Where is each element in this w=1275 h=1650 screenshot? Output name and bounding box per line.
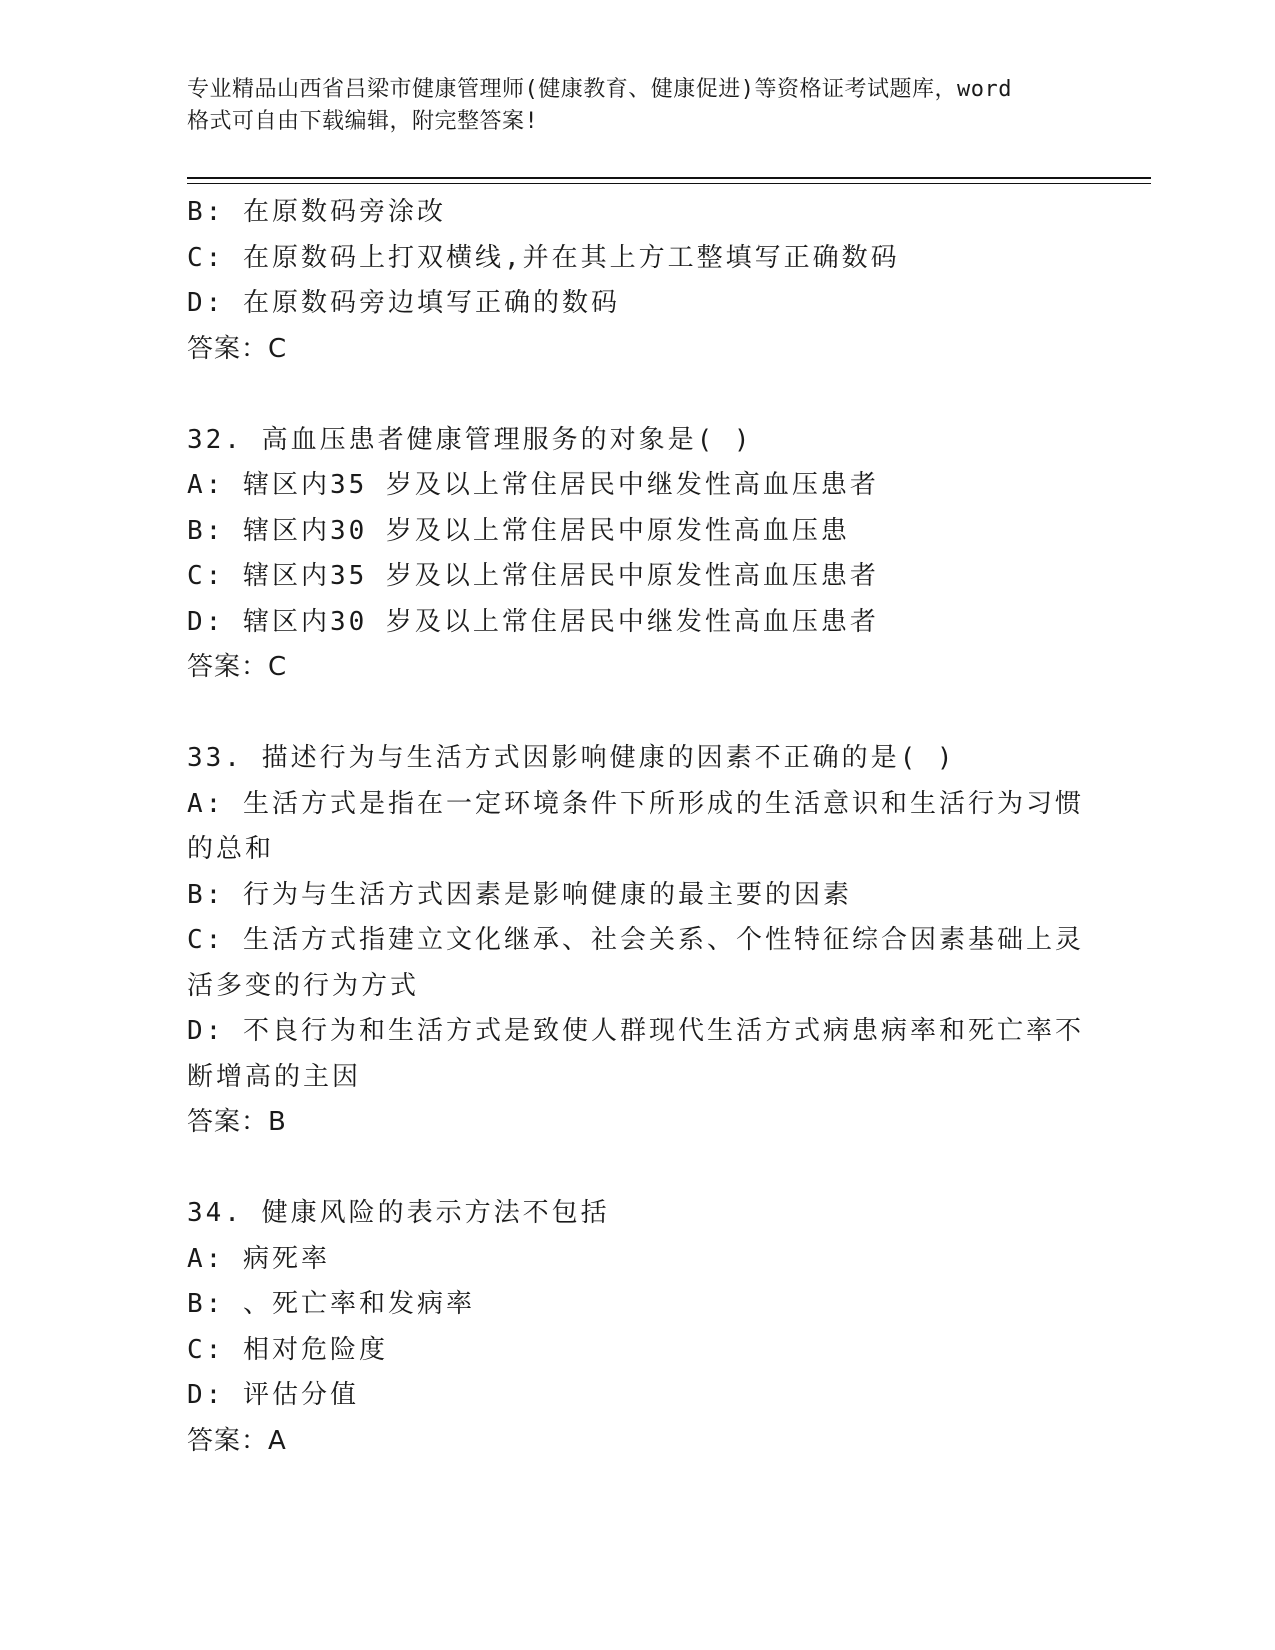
option-a: A: 辖区内35 岁及以上常住居民中继发性高血压患者 — [187, 470, 879, 500]
spacer — [187, 1146, 1087, 1192]
document-header — [187, 74, 1087, 138]
option-d: D: 辖区内30 岁及以上常住居民中继发性高血压患者 — [187, 606, 879, 637]
answer: 答案：C — [187, 333, 288, 364]
question-stem: 32. 高血压患者健康管理服务的对象是( ) — [187, 424, 753, 455]
option-c: C: 辖区内35 岁及以上常住居民中原发性高血压患者 — [187, 561, 879, 591]
header-divider-thick — [187, 177, 1151, 179]
answer: 答案：B — [187, 1107, 287, 1137]
answer: 答案：C — [187, 652, 288, 682]
option-a: A: 生活方式是指在一定环境条件下所形成的生活意识和生活行为习惯 — [187, 788, 1084, 819]
question-34 — [187, 1191, 1087, 1464]
header-divider-thin — [187, 183, 1151, 184]
question-stem: 33. 描述行为与生活方式因影响健康的因素不正确的是( ) — [187, 743, 956, 773]
question-31 — [187, 190, 1087, 372]
header-line-1: 专业精品山西省吕梁市健康管理师(健康教育、健康促进)等资格证考试题库，word — [187, 77, 1012, 102]
option-c: C: 生活方式指建立文化继承、社会关系、个性特征综合因素基础上灵 — [187, 925, 1084, 955]
option-c-continued: 活多变的行为方式 — [187, 970, 420, 1001]
option-c: C: 在原数码上打双横线,并在其上方工整填写正确数码 — [187, 242, 900, 273]
spacer — [187, 691, 1087, 737]
question-list — [187, 190, 1087, 1464]
answer: 答案：A — [187, 1425, 287, 1456]
question-33 — [187, 736, 1087, 1146]
option-a-continued: 的总和 — [187, 834, 275, 864]
spacer — [187, 372, 1087, 418]
option-b: B: 辖区内30 岁及以上常住居民中原发性高血压患 — [187, 515, 850, 546]
option-b: B: 在原数码旁涂改 — [187, 197, 446, 227]
question-stem: 34. 健康风险的表示方法不包括 — [187, 1198, 610, 1228]
question-32 — [187, 418, 1087, 691]
option-d-continued: 断增高的主因 — [187, 1061, 362, 1092]
option-b: B: 行为与生活方式因素是影响健康的最主要的因素 — [187, 879, 852, 910]
header-line-2: 格式可自由下载编辑，附完整答案! — [187, 109, 539, 134]
option-b: B: 、死亡率和发病率 — [187, 1289, 475, 1319]
option-d: D: 评估分值 — [187, 1380, 359, 1410]
option-d: D: 在原数码旁边填写正确的数码 — [187, 288, 620, 318]
option-d: D: 不良行为和生活方式是致使人群现代生活方式病患病率和死亡率不 — [187, 1016, 1084, 1046]
option-c: C: 相对危险度 — [187, 1334, 388, 1365]
option-a: A: 病死率 — [187, 1243, 330, 1274]
